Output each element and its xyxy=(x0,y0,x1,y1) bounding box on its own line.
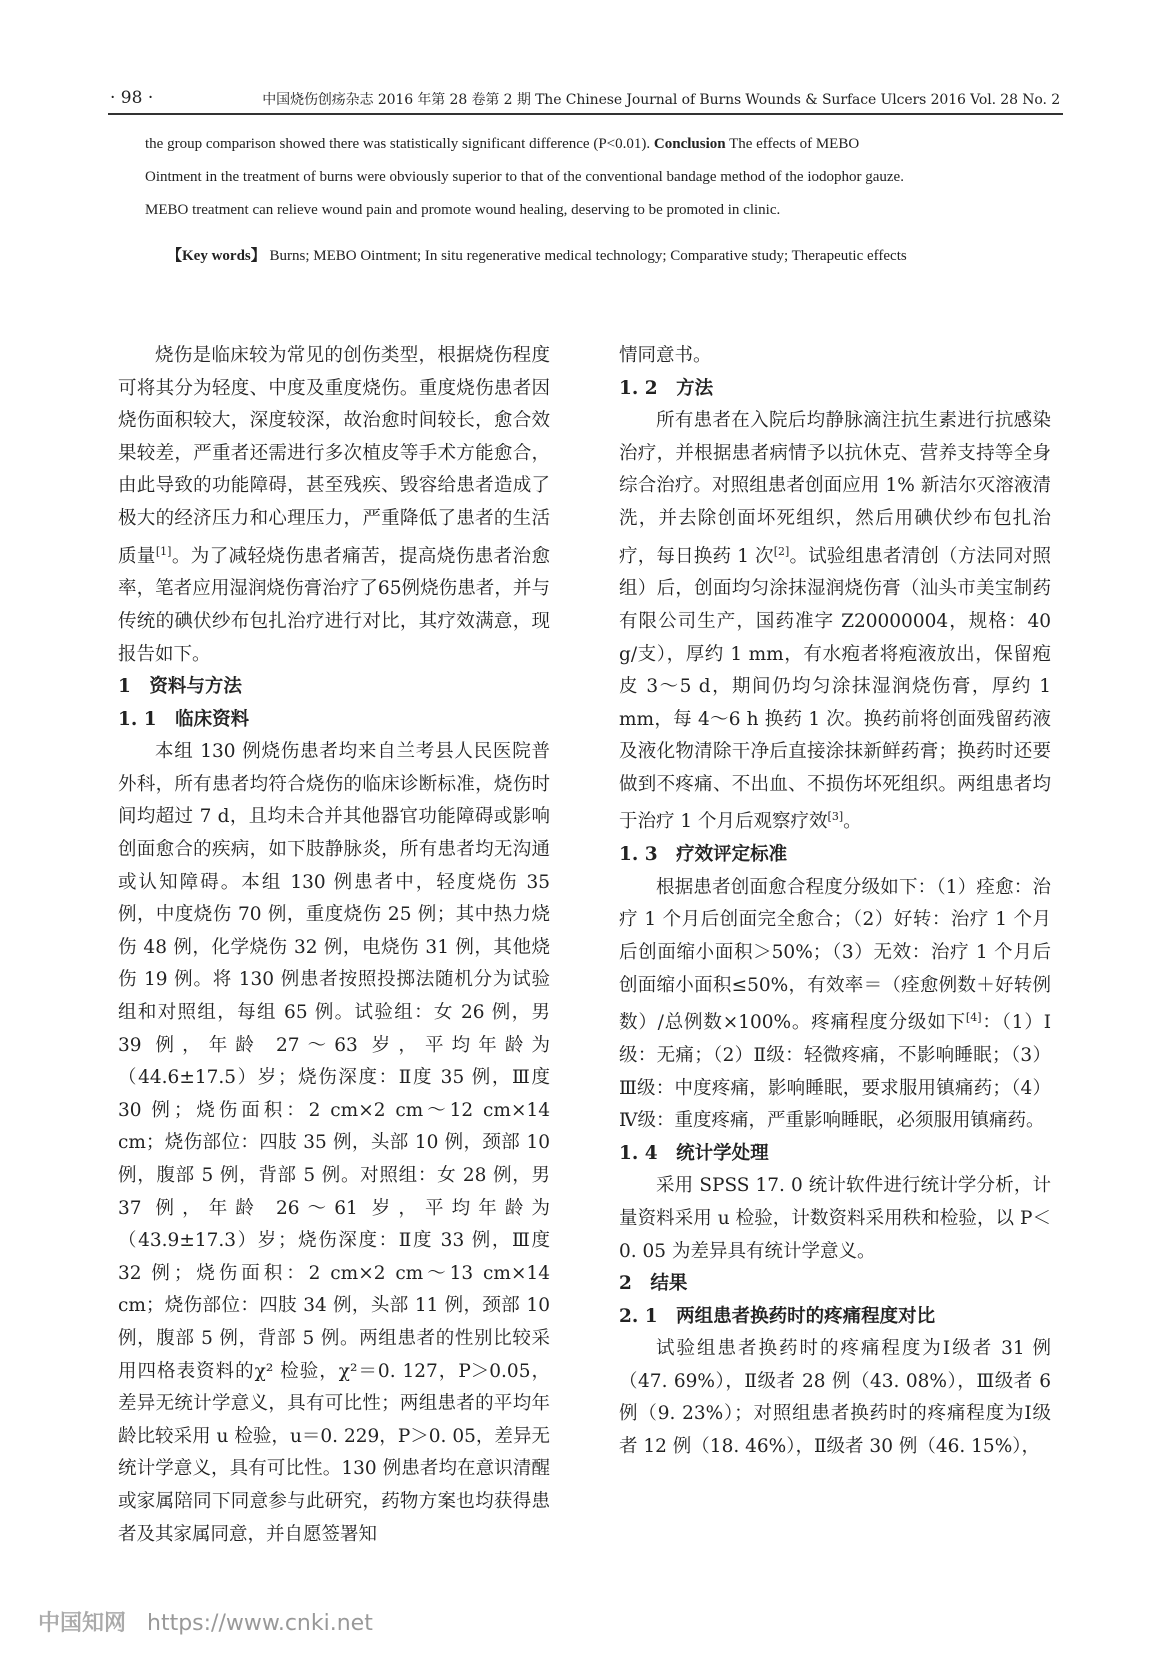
cnki-url[interactable]: https://www.cnki.net xyxy=(147,1611,373,1636)
methods-paragraph: 所有患者在入院后均静脉滴注抗生素进行抗感染治疗，并根据患者病情予以抗休克、营养支持等全身综合治疗。对照组患者创面应用 1% 新洁尔灭溶液清洗，并去除创面坏死组织，然后用碘伏纱布包扎治疗，每日换药 1 次[2]。试验组患者清创（方法同对照组）后，创面均匀涂抹湿润烧伤膏（汕头市美宝制药有限公司生产，国药准字 Z20000004，规格：40 g/支），厚约 1 mm，有水疱者将疱液放出，保留疱皮 3～5 d，期间仍均匀涂抹湿润烧伤膏，厚约 1 mm，每 4～6 h 换药 1 次。换药前将创面残留药液及液化物清除干净后直接涂抹新鲜药膏；换药时还要做到不疼痛、不出血、不损伤坏死组织。两组患者均于治疗 1 个月后观察疗效[3]。 xyxy=(619,410,1051,833)
section-1-heading: 1 资料与方法 xyxy=(118,676,242,698)
keywords-label: 【Key words】 xyxy=(167,248,266,264)
keywords xyxy=(145,240,1065,272)
abstract-line-3: MEBO treatment can relieve wound pain and promote wound healing, deserving to be promoted in clinic. xyxy=(145,202,781,218)
results-paragraph: 试验组患者换药时的疼痛程度为Ⅰ级者 31 例（47. 69%），Ⅱ级者 28 例（43. 08%），Ⅲ级者 6 例（9. 23%）；对照组患者换药时的疼痛程度为Ⅰ级者 12 例（18. 46%），Ⅱ级者 30 例（46. 15%）， xyxy=(619,1338,1051,1458)
section-1-1-heading: 1. 1 临床资料 xyxy=(118,708,250,730)
section-2-1-heading: 2. 1 两组患者换药时的疼痛程度对比 xyxy=(619,1305,936,1327)
page-header xyxy=(110,88,1060,112)
conclusion-label: Conclusion xyxy=(653,136,726,152)
cnki-watermark xyxy=(38,1606,373,1637)
abstract-line-1: the group comparison showed there was statistically significant difference (P<0.01). Conclusion The effects of MEBO xyxy=(145,136,860,152)
keywords-text: Burns; MEBO Ointment; In situ regenerative medical technology; Comparative study; Therapeutic effects xyxy=(269,248,907,264)
section-2-heading: 2 结果 xyxy=(619,1273,688,1295)
clinical-data-paragraph: 本组 130 例烧伤患者均来自兰考县人民医院普外科，所有患者均符合烧伤的临床诊断标准，烧伤时间均超过 7 d，且均未合并其他器官功能障碍或影响创面愈合的疾病，如下肢静脉炎，所有患者均无沟通或认知障碍。本组 130 例患者中，轻度烧伤 35 例，中度烧伤 70 例，重度烧伤 25 例；其中热力烧伤 48 例，化学烧伤 32 例，电烧伤 31 例，其他烧伤 19 例。将 130 例患者按照投掷法随机分为试验组和对照组，每组 65 例。试验组：女 26 例，男 39 例，年龄 27～63 岁，平均年龄为（44.6±17.5）岁；烧伤深度：Ⅱ度 35 例，Ⅲ度 30 例；烧伤面积：2 cm×2 cm～12 cm×14 cm；烧伤部位：四肢 35 例，头部 10 例，颈部 10 例，腹部 5 例，背部 5 例。对照组：女 28 例，男 37 例，年龄 26～61 岁，平均年龄为（43.9±17.3）岁；烧伤深度：Ⅱ度 33 例，Ⅲ度 32 例；烧伤面积：2 cm×2 cm～13 cm×14 cm；烧伤部位：四肢 34 例，头部 11 例，颈部 10 例，腹部 5 例，背部 5 例。两组患者的性别比较采用四格表资料的χ² 检验，χ²＝0. 127，P＞0.05，差异无统计学意义，具有可比性；两组患者的平均年龄比较采用 u 检验，u＝0. 229，P＞0. 05，差异无统计学意义，具有可比性。130 例患者均在意识清醒或家属陪同下同意参与此研究，药物方案也均获得患者及其家属同意，并自愿签署知 xyxy=(118,741,550,1545)
section-1-3-heading: 1. 3 疗效评定标准 xyxy=(619,844,788,866)
page-number: · 98 · xyxy=(110,88,154,108)
statistics-paragraph: 采用 SPSS 17. 0 统计软件进行统计学分析，计量资料采用 u 检验，计数资料采用秩和检验，以 P＜0. 05 为差异具有统计学意义。 xyxy=(619,1175,1051,1262)
cnki-logo: 中国知网 xyxy=(38,1611,127,1636)
intro-paragraph: 烧伤是临床较为常见的创伤类型，根据烧伤程度可将其分为轻度、中度及重度烧伤。重度烧伤患者因烧伤面积较大，深度较深，故治愈时间较长，愈合效果较差，严重者还需进行多次植皮等手术方能愈合，由此导致的功能障碍，甚至残疾、毁容给患者造成了极大的经济压力和心理压力，严重降低了患者的生活质量[1]。为了减轻烧伤患者痛苦，提高烧伤患者治愈率，笔者应用湿润烧伤膏治疗了65例烧伤患者，并与传统的碘伏纱布包扎治疗进行对比，其疗效满意，现报告如下。 xyxy=(118,345,550,665)
abstract-line-2: Ointment in the treatment of burns were obviously superior to that of the conventional bandage method of the iodophor gauze. xyxy=(145,169,904,185)
journal-running-title: 中国烧伤创疡杂志 2016 年第 28 卷第 2 期 The Chinese Journal of Burns Wounds & Surface Ulcers 2016 Vol. 28 No. 2 xyxy=(262,92,1060,108)
section-1-2-heading: 1. 2 方法 xyxy=(619,377,714,399)
section-1-4-heading: 1. 4 统计学处理 xyxy=(619,1142,769,1164)
header-rule xyxy=(108,113,1063,115)
criteria-paragraph: 根据患者创面愈合程度分级如下：（1）痊愈：治疗 1 个月后创面完全愈合；（2）好转：治疗 1 个月后创面缩小面积＞50%；（3）无效：治疗 1 个月后创面缩小面积≤50%，有效率＝（痊愈例数＋好转例数）/总例数×100%。疼痛程度分级如下[4]：（1）Ⅰ级：无痛；（2）Ⅱ级：轻微疼痛，不影响睡眠；（3）Ⅲ级：中度疼痛，影响睡眠，要求服用镇痛药；（4）Ⅳ级：重度疼痛，严重影响睡眠，必须服用镇痛药。 xyxy=(619,876,1051,1132)
right-column xyxy=(619,340,1051,1464)
left-column xyxy=(118,340,550,1551)
continued-text: 情同意书。 xyxy=(619,345,712,366)
